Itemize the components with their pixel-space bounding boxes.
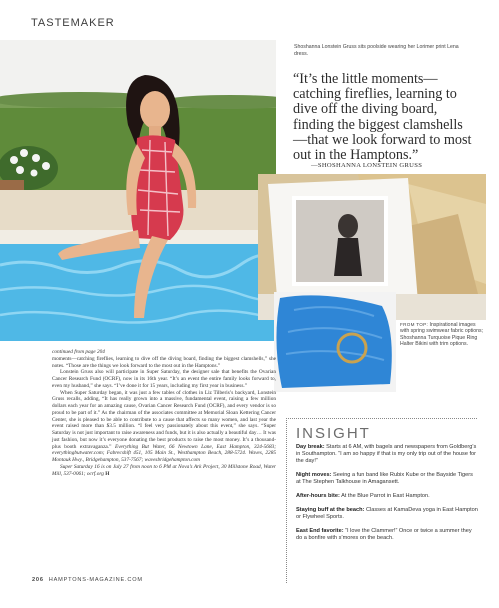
quote-attribution: —SHOSHANNA LONSTEIN GRUSS xyxy=(311,162,423,169)
insight-item xyxy=(296,507,478,521)
insight-title: INSIGHT xyxy=(296,425,371,442)
photo-caption-top: Shoshanna Lonstein Gruss sits poolside wearing her Lorimer print Lena dress. xyxy=(294,44,459,57)
insight-list xyxy=(296,444,478,549)
body-paragraph xyxy=(52,390,276,464)
body-paragraph xyxy=(52,464,276,478)
insight-text: “I love the Clammer!” Once or twice a summer they do a bonfire with s’mores on the beach. xyxy=(296,527,472,541)
section-tag: TASTEMAKER xyxy=(31,17,115,29)
photo-caption-right xyxy=(400,322,486,348)
bikini-photo xyxy=(274,292,396,392)
article-body xyxy=(52,349,276,477)
pull-quote: “It’s the little moments— catching fireflies, learning to dive off the diving board, finding the biggest clamshells—that we look forward to most out in the Hamptons.” xyxy=(293,71,472,164)
insight-label: After-hours bite: xyxy=(296,493,340,500)
main-photo xyxy=(0,40,276,341)
continued-note: continued from page 204 xyxy=(52,349,105,355)
insight-label: Night moves: xyxy=(296,472,332,479)
insight-item xyxy=(296,493,478,500)
body-paragraph: Lonstein Gruss also will participate in Super Saturday, the designer sale that benefits the Ovarian Cancer Research Fund (OCRF), now in its 16th year. “It’s an event the entire family looks forward to, even my husband,” she says. “I’ve done it for 15 years, including my first year in business.” xyxy=(52,369,276,389)
caption-lead: FROM TOP: xyxy=(400,322,429,327)
insight-item xyxy=(296,472,478,486)
magazine-url: HAMPTONS-MAGAZINE.COM xyxy=(48,577,143,583)
insight-text: Classes at KamaDeva yoga in East Hampton or Flywheel Sports. xyxy=(296,506,478,520)
body-paragraph: moments—catching fireflies, learning to dive off the diving board, finding the biggest clamshells,” she notes. “Those are the things we look forward to the most out in the Hamptons.” xyxy=(52,355,276,369)
insight-text: At the Blue Parrot in East Hampton. xyxy=(341,493,430,500)
page-number: 206 xyxy=(32,577,44,583)
body-text: When Super Saturday began, it was just a few tables of clothes in Liz Tilberis’s backyard, Lonstein Gruss recalls, adding, “It has really grown into a massive, fundamental event, raising a few million dollars each year for an amazing cause, Ovarian Cancer Research Fund (OCRF), and every vendor is so proud to be part of it.” As the chairman of the associates committee at Memorial Sloan Kettering Cancer Center, she is pleased to be able to contribute to a cause that affects so many women, and last year the event raised more than $3.5 million. “I feel very passionately about this event,” she says. “Super Saturday is not just important to raise awareness and funds, but it is also actually a beautiful day… It was just fashion, but now it’s everyone donating the best products to raise the most money. It’s a thousand-plus booth extravaganza.” xyxy=(52,389,276,450)
caption-text: Inspirational images with spring swimwear fabric options; Shoshanna Turquoise Pique Ring Halter Bikini with trim options. xyxy=(400,322,484,348)
insight-text: Seeing a fun band like Rubix Kube or the Bayside Tigers at The Stephen Talkhouse in Amagansett. xyxy=(296,472,473,486)
insight-label: Day break: xyxy=(296,444,325,450)
insight-text: Starts at 6 AM, with bagels and newspapers from Goldberg’s in Southampton. “I am so happy if that is my only trip out of the house for the day!” xyxy=(296,444,477,465)
insight-label: East End favorite: xyxy=(296,527,344,534)
store-listings: Everything But Water, 66 Newtown Lane, East Hampton, 324-5683; everythingbutwater.com; Fabrecshift 451, 105 Main St., Westhampton Beach, 288-5724. Waves, 2285 Montauk Hwy., Bridgehampton, 537-7567; wavesbridgehampton.com xyxy=(52,443,277,463)
page-folio xyxy=(32,577,143,583)
event-listing: Super Saturday 16 is on July 27 from noon to 6 PM at Nova’s Ark Project, 30 Millstone Road, Water Mill, 537-0061; ocrf.org xyxy=(52,463,276,477)
insight-label: Staying buff at the beach: xyxy=(296,506,365,513)
insight-item xyxy=(296,528,478,542)
insight-item xyxy=(296,444,478,466)
end-mark: H xyxy=(105,470,110,477)
